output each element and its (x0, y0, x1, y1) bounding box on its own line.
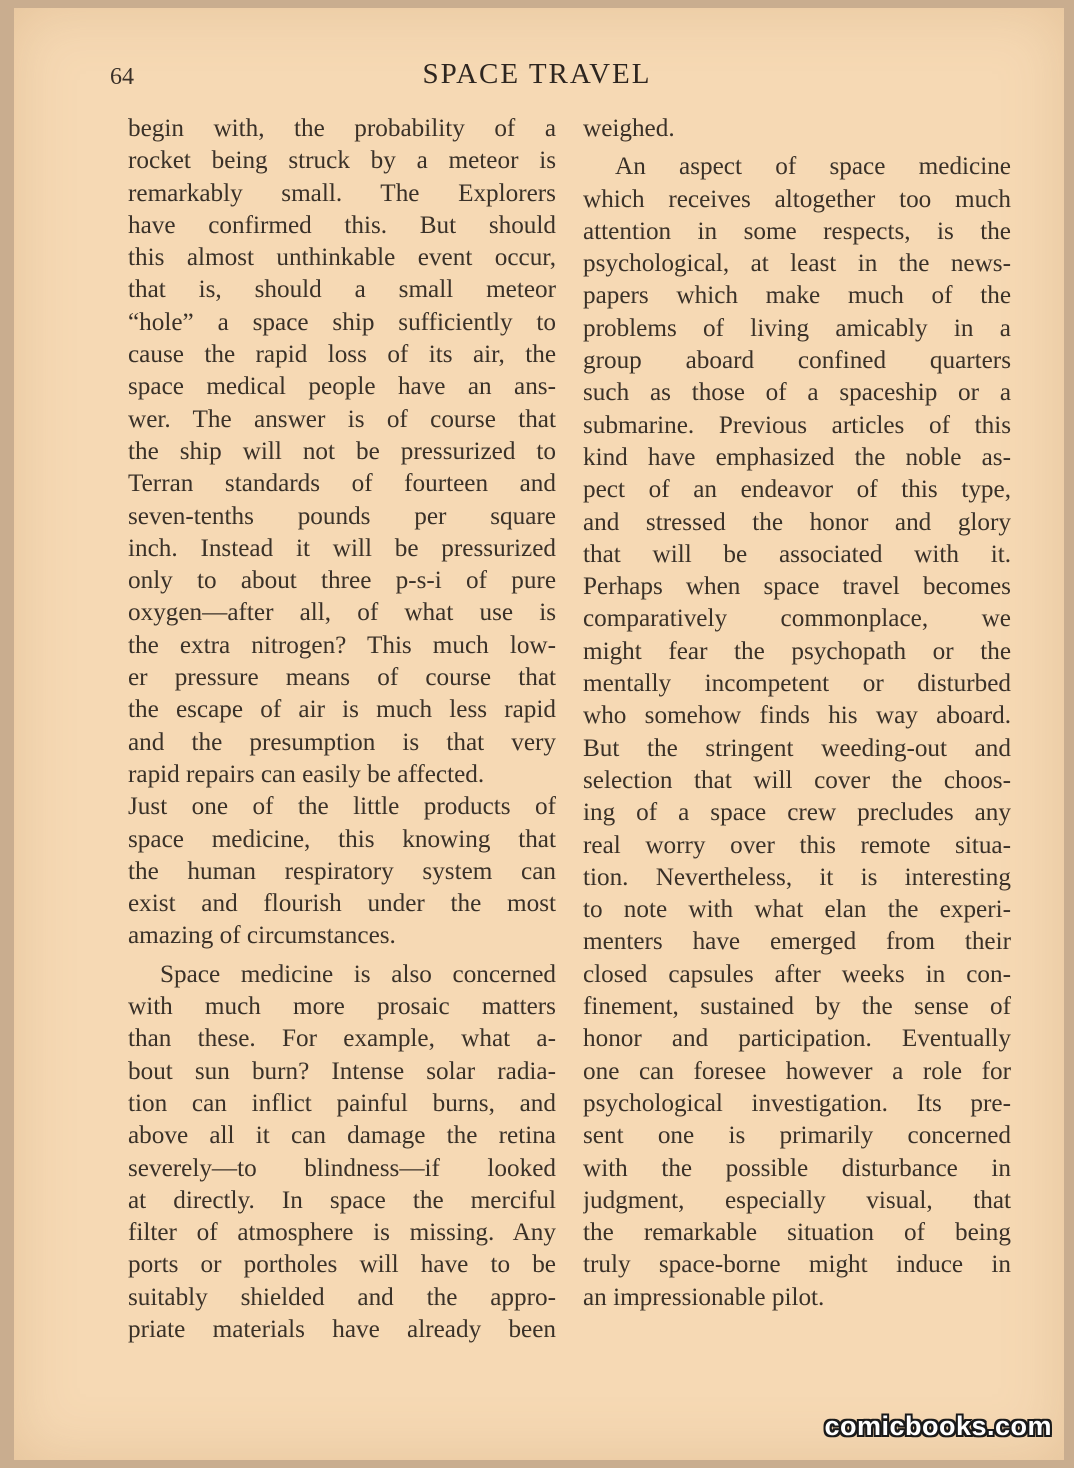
text-line: Terran standards of fourteen and (128, 470, 556, 498)
text-line: psychological investigation. Its pre- (583, 1089, 1011, 1117)
text-line: which receives altogether too much (583, 185, 1011, 213)
text-line: an impressionable pilot. (583, 1283, 825, 1311)
text-line: Just one of the little products of (128, 793, 556, 821)
text-line: submarine. Previous articles of this (583, 411, 1011, 439)
text-line: ing of a space crew precludes any (583, 799, 1011, 827)
text-line: sent one is primarily concerned (583, 1122, 1011, 1150)
text-line: the remarkable situation of being (583, 1219, 1011, 1247)
text-line: to note with what elan the experi- (583, 896, 1011, 924)
text-line: that will be associated with it. (583, 540, 1011, 568)
text-line: er pressure means of course that (128, 664, 556, 692)
text-line: amazing of circumstances. (128, 922, 396, 950)
text-line: tion. Nevertheless, it is interesting (583, 863, 1011, 891)
text-line: oxygen—after all, of what use is (128, 599, 556, 627)
text-line: menters have emerged from their (583, 928, 1011, 956)
text-line: space medical people have an ans- (128, 373, 556, 401)
text-line: with much more prosaic matters (128, 993, 556, 1021)
text-line: severely—to blindness—if looked (128, 1154, 556, 1182)
text-line: the human respiratory system can (128, 857, 556, 885)
text-line: But the stringent weeding-out and (583, 734, 1011, 762)
site-watermark: comicbooks.com (824, 1411, 1052, 1441)
text-line: honor and participation. Eventually (583, 1025, 1011, 1053)
text-line: kind have emphasized the noble as- (583, 443, 1011, 471)
text-line: this almost unthinkable event occur, (128, 244, 556, 272)
text-line: pect of an endeavor of this type, (583, 476, 1011, 504)
text-line: An aspect of space medicine (615, 153, 1011, 181)
text-line: papers which make much of the (583, 282, 1011, 310)
text-line: one can foresee however a role for (583, 1057, 1011, 1085)
text-line: attention in some respects, is the (583, 217, 1011, 245)
text-line: wer. The answer is of course that (128, 405, 556, 433)
text-line: suitably shielded and the appro- (128, 1283, 556, 1311)
text-line: mentally incompetent or disturbed (583, 670, 1011, 698)
text-line: the escape of air is much less rapid (128, 696, 556, 724)
text-line: filter of atmosphere is missing. Any (128, 1219, 556, 1247)
page-number: 64 (110, 64, 134, 90)
text-line: at directly. In space the merciful (128, 1186, 556, 1214)
text-line: real worry over this remote situa- (583, 831, 1011, 859)
text-line: Perhaps when space travel becomes (583, 573, 1011, 601)
text-line: comparatively commonplace, we (583, 605, 1011, 633)
text-line: “hole” a space ship sufficiently to (128, 308, 556, 336)
text-line: weighed. (583, 115, 675, 142)
text-line: inch. Instead it will be pressurized (128, 534, 556, 562)
text-line: and the presumption is that very (128, 728, 556, 756)
text-line: might fear the psychopath or the (583, 637, 1011, 665)
text-line: rapid repairs can easily be affected. (128, 760, 485, 788)
text-line: space medicine, this knowing that (128, 825, 556, 853)
text-line: than these. For example, what a- (128, 1025, 556, 1053)
text-line: above all it can damage the retina (128, 1122, 556, 1150)
text-line: such as those of a spaceship or a (583, 379, 1011, 407)
text-line: ports or portholes will have to be (128, 1251, 556, 1279)
text-line: remarkably small. The Explorers (128, 179, 556, 207)
text-line: problems of living amicably in a (583, 314, 1011, 342)
text-line: closed capsules after weeks in con- (583, 960, 1011, 988)
text-line: have confirmed this. But should (128, 211, 556, 239)
left-text-column (128, 113, 556, 1346)
text-line: only to about three p-s-i of pure (128, 567, 556, 595)
text-line: truly space-borne might induce in (583, 1251, 1011, 1279)
text-line: rocket being struck by a meteor is (128, 147, 556, 175)
text-line: priate materials have already been (128, 1315, 556, 1343)
text-line: bout sun burn? Intense solar radia- (128, 1057, 556, 1085)
text-line: selection that will cover the choos- (583, 766, 1011, 794)
text-line: begin with, the probability of a (128, 115, 556, 142)
text-line: with the possible disturbance in (583, 1154, 1011, 1182)
text-line: Space medicine is also concerned (160, 960, 556, 988)
text-line: seven-tenths pounds per square (128, 502, 556, 530)
text-line: the extra nitrogen? This much low- (128, 631, 556, 659)
text-line: tion can inflict painful burns, and (128, 1089, 556, 1117)
text-line: group aboard confined quarters (583, 347, 1011, 375)
text-line: that is, should a small meteor (128, 276, 556, 304)
running-title: SPACE TRAVEL (422, 58, 652, 90)
text-line: who somehow finds his way aboard. (583, 702, 1011, 730)
text-line: cause the rapid loss of its air, the (128, 341, 556, 369)
text-line: and stressed the honor and glory (583, 508, 1011, 536)
right-text-column (583, 113, 1011, 1314)
text-line: psychological, at least in the news- (583, 250, 1011, 278)
text-line: exist and flourish under the most (128, 890, 556, 918)
text-line: the ship will not be pressurized to (128, 437, 556, 465)
text-line: finement, sustained by the sense of (583, 993, 1011, 1021)
text-line: judgment, especially visual, that (583, 1186, 1011, 1214)
